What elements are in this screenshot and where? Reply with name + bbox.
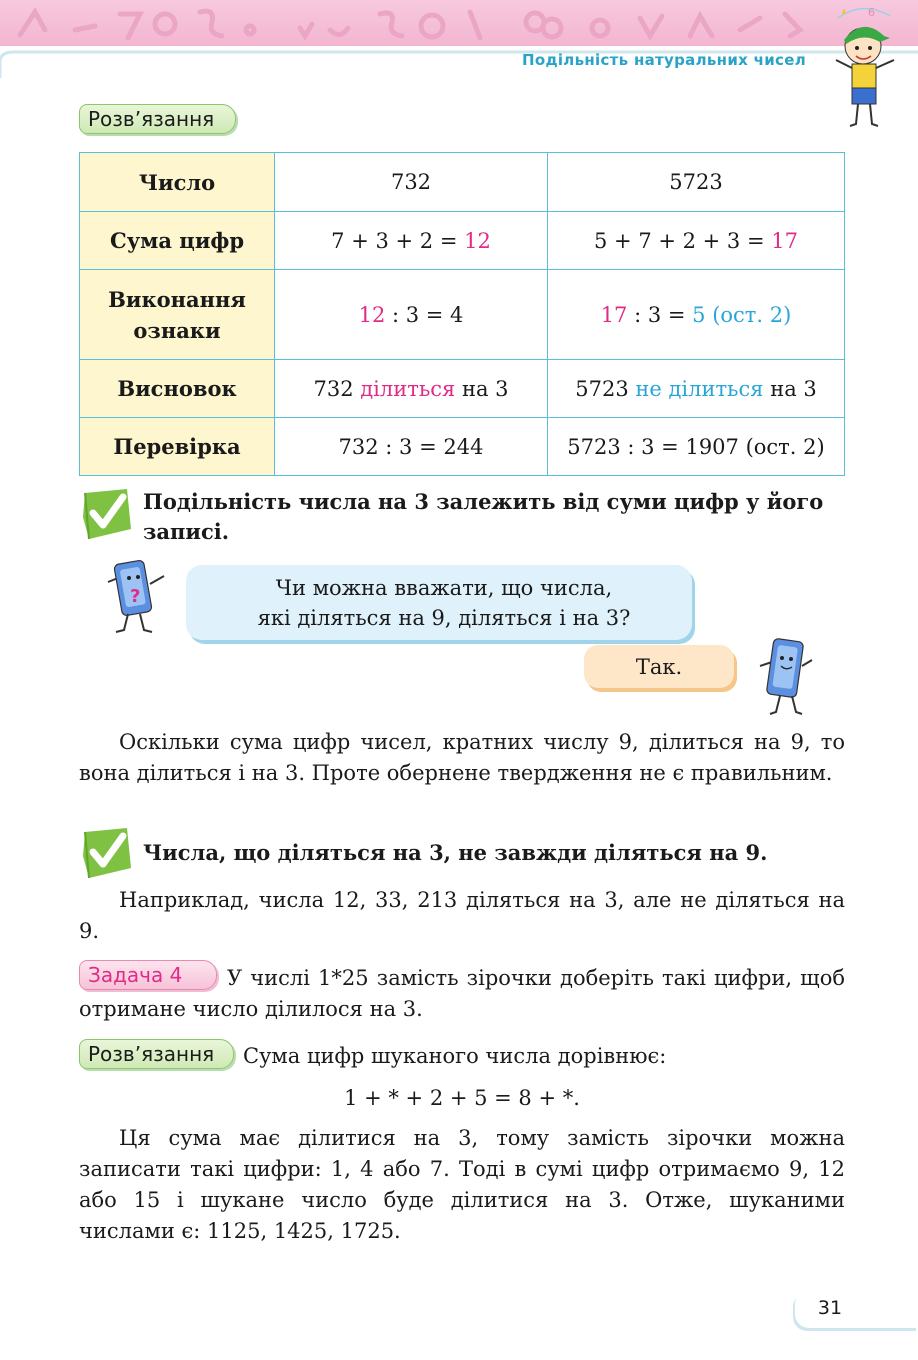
cell-number-a: 732 — [275, 153, 548, 212]
svg-text:6: 6 — [868, 6, 875, 19]
page-number: 31 — [817, 1297, 843, 1319]
header-decoration — [0, 0, 918, 46]
row-header-conclusion: Висновок — [80, 360, 275, 418]
paragraph-explanation: Оскільки сума цифр чисел, кратних числу 9, ділиться на 9, то вона ділиться і на 3. Проте обернене твердження не є правильним. — [79, 730, 845, 785]
cell-apply-rule-a: 12 : 3 = 4 — [275, 270, 548, 360]
chapter-title: Подільність натуральних чисел — [521, 51, 806, 69]
cell-number-b: 5723 — [548, 153, 845, 212]
row-header-check: Перевірка — [80, 418, 275, 476]
phone-character-answer-icon — [752, 636, 818, 716]
paragraph-example: Наприклад, числа 12, 33, 213 діляться на 3, але не діляться на 9. — [79, 888, 845, 943]
task-text: У числі 1*25 замість зірочки доберіть такі цифри, щоб отримане число ділилося на 3. — [79, 966, 845, 1021]
row-header-number: Число — [80, 153, 275, 212]
cell-digit-sum-a: 7 + 3 + 2 = 12 — [275, 212, 548, 270]
boy-mascot-icon — [818, 2, 908, 130]
answer-bubble: Так. — [584, 645, 734, 688]
rule-not-always-by-9: Числа, що діляться на 3, не завжди діляться на 9. — [143, 840, 768, 865]
solution-text: Сума цифр шуканого числа дорівнює: — [243, 1044, 667, 1068]
solution-label-2: Розв’язання — [79, 1039, 234, 1069]
cell-digit-sum-b: 5 + 7 + 2 + 3 = 17 — [548, 212, 845, 270]
paragraph-solution: Ця сума має ділитися на 3, тому замість зірочки можна записати такі цифри: 1, 4 або 7. Тоді в сумі цифр отримаємо 9, 12 або 15 і шукане число буде ділитися на 3. Отже, шуканими числами є: 1125, 1425, 1725. — [79, 1126, 845, 1243]
digit-sum-formula: 1 + * + 2 + 5 = 8 + *. — [344, 1086, 580, 1110]
rule-divisibility-by-3: Подільність числа на 3 залежить від суми цифр у його записі. — [143, 489, 824, 544]
question-line-1: Чи можна вважати, що числа, — [275, 576, 613, 600]
table-row — [80, 270, 845, 360]
cell-conclusion-b: 5723 не ділиться на 3 — [548, 360, 845, 418]
solution-label: Розв’язання — [79, 104, 236, 134]
numbers-pattern-icon — [0, 0, 918, 46]
table-row — [80, 153, 845, 212]
table-row — [80, 418, 845, 476]
table-row — [80, 360, 845, 418]
checkmark-icon — [79, 487, 133, 543]
checkmark-icon — [79, 826, 133, 882]
table-row — [80, 212, 845, 270]
cell-check-a: 732 : 3 = 244 — [275, 418, 548, 476]
svg-text:?: ? — [130, 586, 141, 607]
cell-apply-rule-b: 17 : 3 = 5 (ост. 2) — [548, 270, 845, 360]
question-bubble — [186, 565, 692, 640]
cell-conclusion-a: 732 ділиться на 3 — [275, 360, 548, 418]
row-header-apply-rule: Виконання ознаки — [80, 270, 275, 360]
cell-check-b: 5723 : 3 = 1907 (ост. 2) — [548, 418, 845, 476]
solution-table — [79, 152, 845, 476]
question-line-2: які діляться на 9, діляться і на 3? — [257, 606, 631, 630]
task-label: Задача 4 — [79, 960, 217, 990]
phone-character-question-icon — [104, 556, 170, 636]
row-header-digit-sum: Сума цифр — [80, 212, 275, 270]
